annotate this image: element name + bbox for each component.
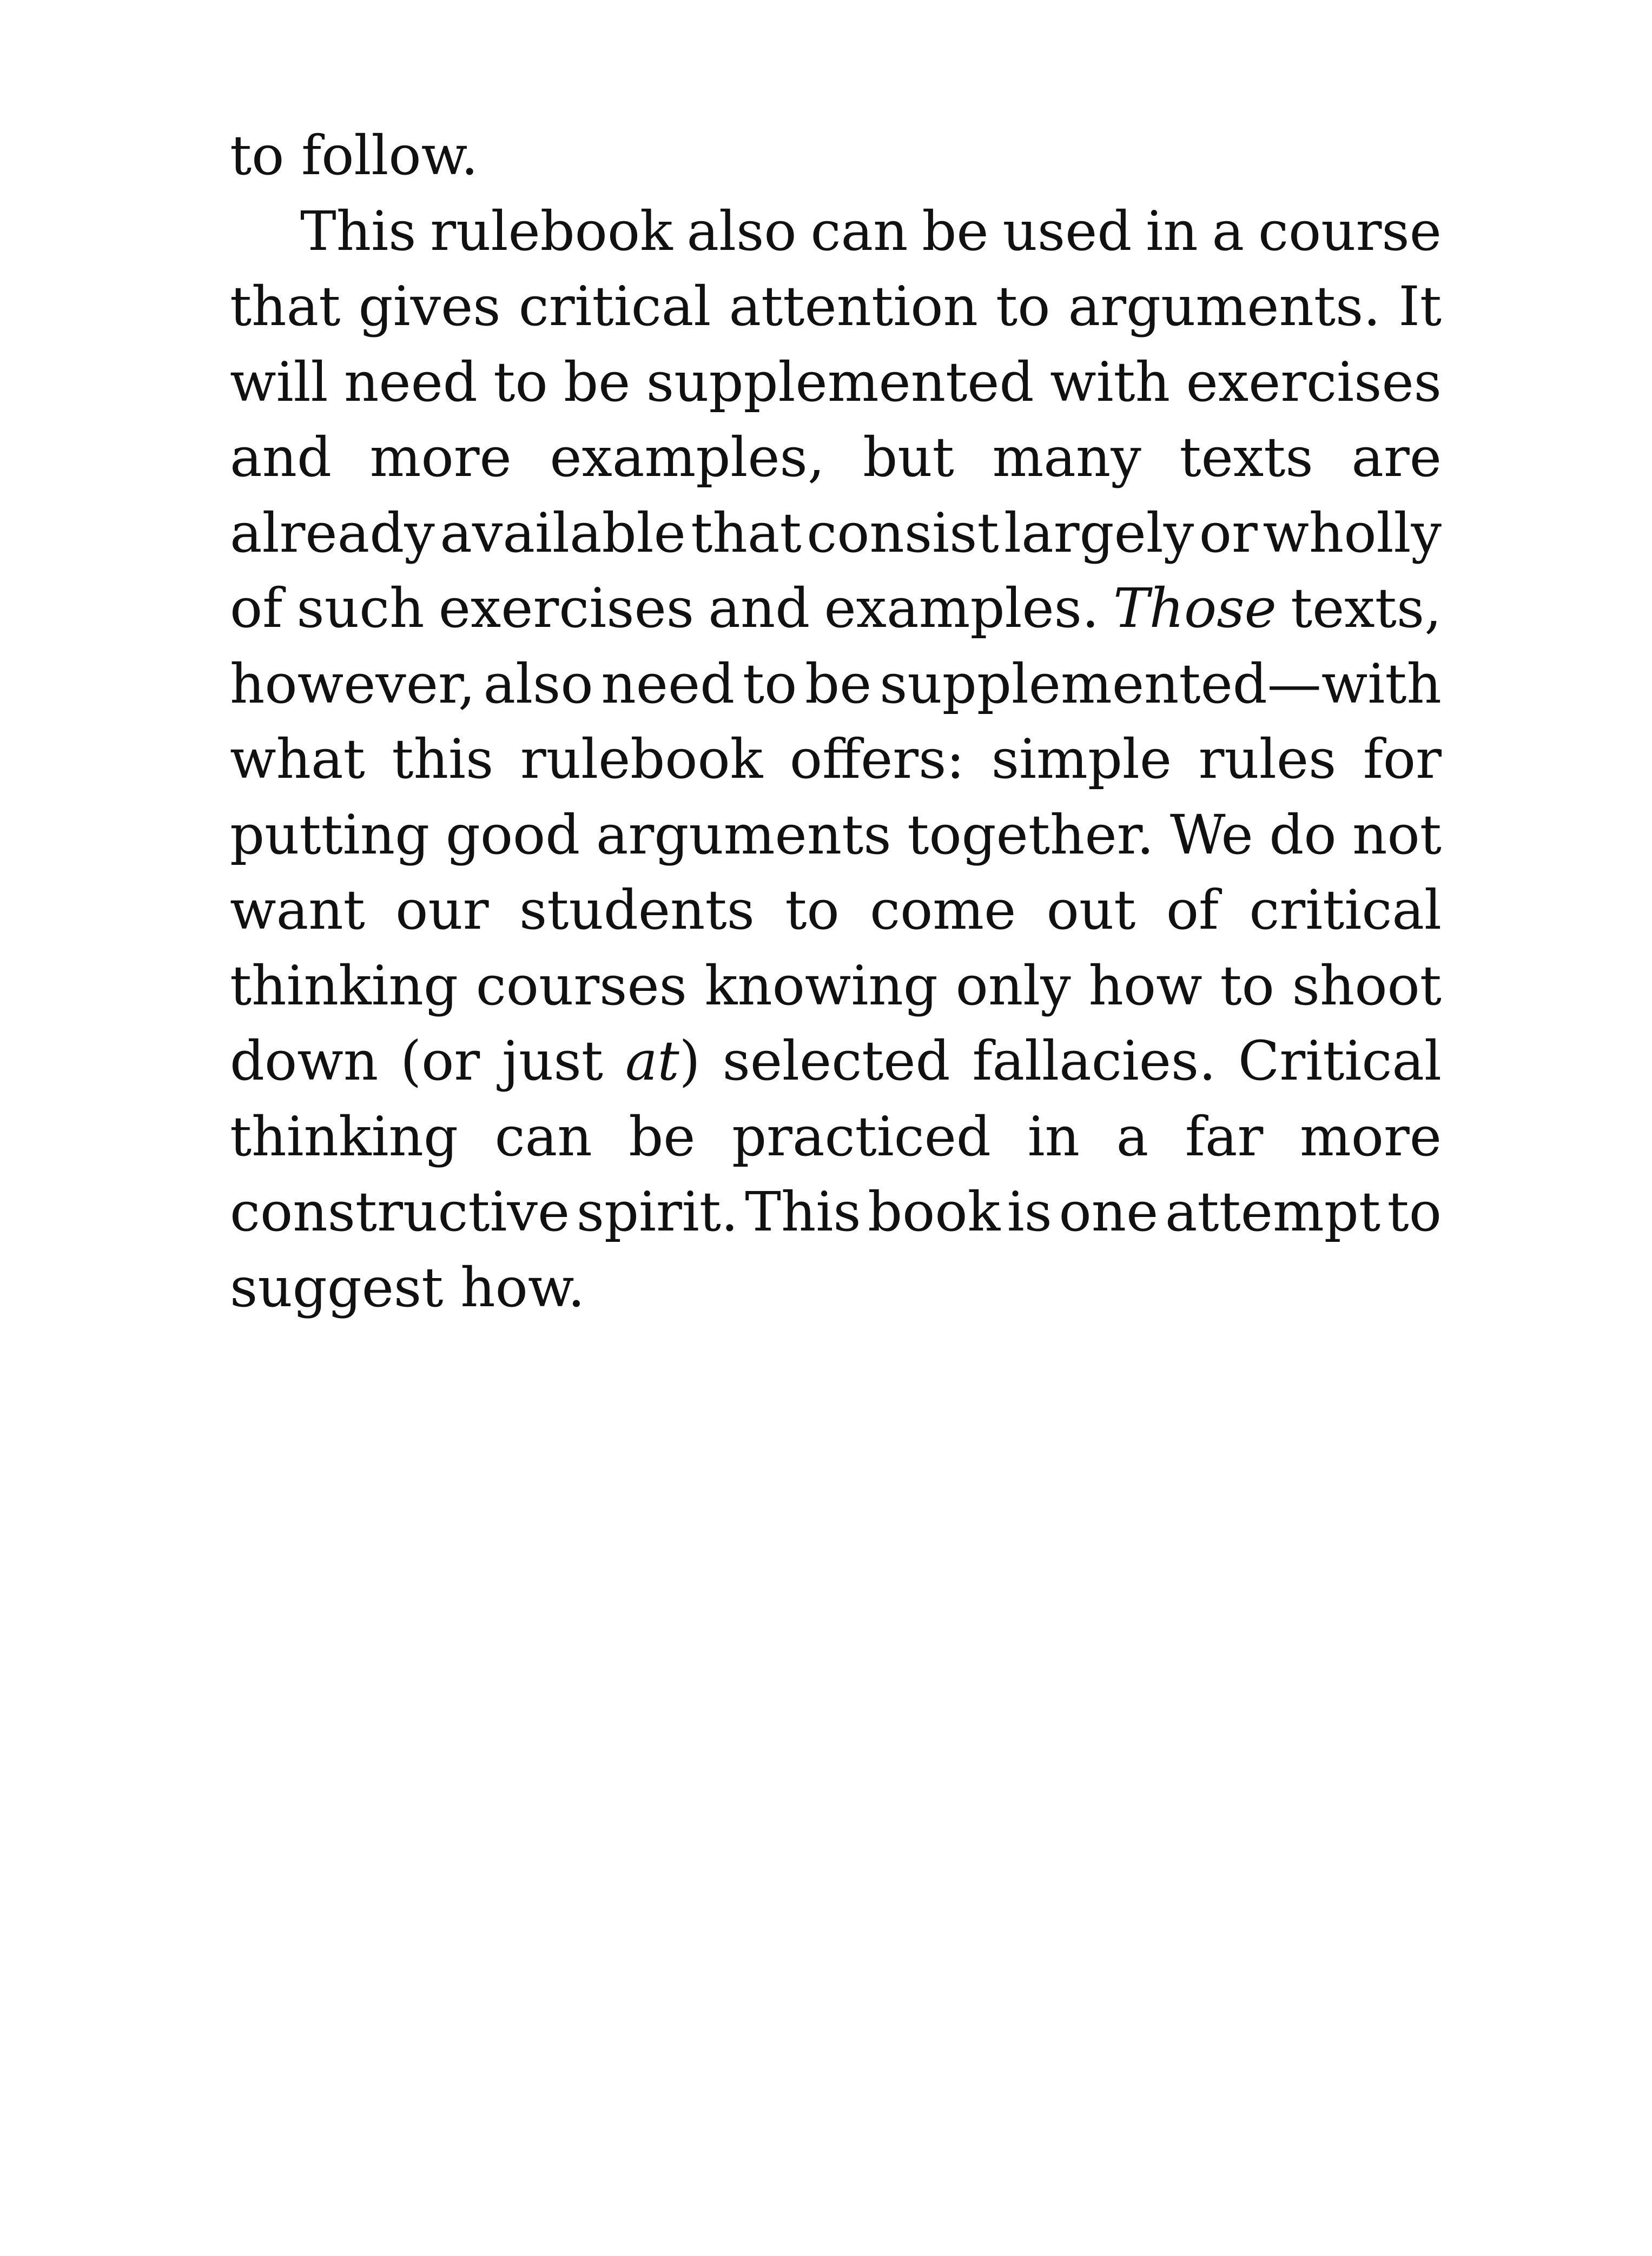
word: fallacies.	[972, 1029, 1216, 1093]
word: used	[1002, 199, 1132, 263]
word: shoot	[1292, 954, 1442, 1017]
text-line	[230, 420, 1442, 495]
word: to	[1387, 1180, 1442, 1243]
word: wholly	[1263, 501, 1442, 565]
word: to	[785, 878, 840, 942]
word: be	[629, 1104, 696, 1168]
text-line	[230, 571, 1442, 646]
word: out	[1046, 878, 1136, 942]
word: already	[230, 501, 435, 565]
word: Those	[1113, 577, 1277, 640]
word: or	[1199, 501, 1258, 565]
text-line	[230, 345, 1442, 420]
word: courses	[475, 954, 687, 1017]
word: largely	[1004, 501, 1194, 565]
word: be	[805, 652, 872, 716]
text-line	[230, 948, 1442, 1024]
word: such	[296, 577, 425, 640]
word: is	[1007, 1180, 1053, 1243]
word: are	[1351, 426, 1442, 489]
word: can	[494, 1104, 592, 1168]
word: to	[996, 275, 1050, 338]
word: suggest how.	[230, 1255, 585, 1319]
word: this	[392, 727, 494, 791]
word: one	[1059, 1180, 1159, 1243]
text-line	[230, 269, 1442, 345]
word: attempt	[1165, 1180, 1381, 1243]
word: to	[742, 652, 797, 716]
word: a	[1116, 1104, 1149, 1168]
word: just	[502, 1029, 603, 1093]
word: rulebook	[520, 727, 763, 791]
word: not	[1352, 803, 1442, 866]
word: need	[601, 652, 735, 716]
word: down	[230, 1029, 379, 1093]
word: supplemented—with	[880, 652, 1442, 716]
word: come	[870, 878, 1016, 942]
word: want	[230, 878, 365, 942]
text-line	[230, 872, 1442, 948]
word: to follow.	[230, 124, 479, 187]
word: It	[1398, 275, 1442, 338]
word: examples.	[824, 577, 1099, 640]
text-line	[230, 1099, 1442, 1175]
word: arguments.	[1068, 275, 1381, 338]
word: rulebook	[430, 199, 673, 263]
text-line	[230, 797, 1442, 873]
word: can	[810, 199, 908, 263]
word: also	[483, 652, 593, 716]
word: critical	[518, 275, 711, 338]
word: thinking	[230, 954, 458, 1017]
word: supplemented	[646, 350, 1034, 414]
word: and	[230, 426, 332, 489]
word: however,	[230, 652, 475, 716]
word: critical	[1249, 878, 1442, 942]
word: that	[230, 275, 341, 338]
text-line	[230, 1174, 1442, 1250]
word: course	[1258, 199, 1442, 263]
text-line	[230, 118, 1442, 194]
word: rules	[1198, 727, 1337, 791]
word: knowing	[704, 954, 938, 1017]
body-paragraph	[230, 118, 1442, 1325]
word: with	[1049, 350, 1171, 414]
word: to	[493, 350, 548, 414]
word: thinking	[230, 1104, 458, 1168]
word: only	[955, 954, 1071, 1017]
word: together.	[907, 803, 1154, 866]
text-line	[230, 1250, 1442, 1326]
word: more	[1299, 1104, 1442, 1168]
word: gives	[358, 275, 501, 338]
word: how	[1088, 954, 1202, 1017]
word: exercises	[1186, 350, 1442, 414]
word: students	[519, 878, 755, 942]
word: our	[395, 878, 489, 942]
word: and	[708, 577, 810, 640]
word: for	[1363, 727, 1442, 791]
word: examples,	[550, 426, 825, 489]
word: offers:	[789, 727, 965, 791]
word: but	[863, 426, 954, 489]
word: This	[745, 1180, 861, 1243]
word: exercises	[438, 577, 695, 640]
word: (or	[400, 1029, 480, 1093]
word: selected	[722, 1029, 950, 1093]
word: practiced	[732, 1104, 991, 1168]
word: arguments	[596, 803, 891, 866]
word: many	[992, 426, 1141, 489]
word: spirit.	[576, 1180, 738, 1243]
word: book	[868, 1180, 1001, 1243]
word: texts	[1179, 426, 1313, 489]
word: We	[1169, 803, 1253, 866]
word: simple	[991, 727, 1172, 791]
word: will	[230, 350, 328, 414]
word: be	[564, 350, 631, 414]
word: in	[1027, 1104, 1080, 1168]
word: Critical	[1238, 1029, 1442, 1093]
word: what	[230, 727, 365, 791]
word: be	[922, 199, 989, 263]
word: also	[686, 199, 797, 263]
word: at)	[625, 1029, 701, 1093]
word: do	[1269, 803, 1337, 866]
word: need	[344, 350, 478, 414]
word: more	[369, 426, 512, 489]
text-line	[230, 495, 1442, 571]
text-line	[230, 1023, 1442, 1099]
word: good	[445, 803, 580, 866]
word: to	[1220, 954, 1274, 1017]
text-line	[230, 722, 1442, 797]
word: a	[1212, 199, 1245, 263]
word: constructive	[230, 1180, 570, 1243]
word: attention	[729, 275, 978, 338]
word: texts,	[1290, 577, 1442, 640]
word: of	[230, 577, 283, 640]
word: of	[1166, 878, 1219, 942]
word: available	[440, 501, 686, 565]
word: putting	[230, 803, 430, 866]
text-line	[230, 194, 1442, 269]
text-line	[230, 646, 1442, 722]
word: in	[1146, 199, 1198, 263]
word: This	[300, 199, 417, 263]
word: consist	[807, 501, 999, 565]
word: that	[691, 501, 802, 565]
word: far	[1185, 1104, 1264, 1168]
